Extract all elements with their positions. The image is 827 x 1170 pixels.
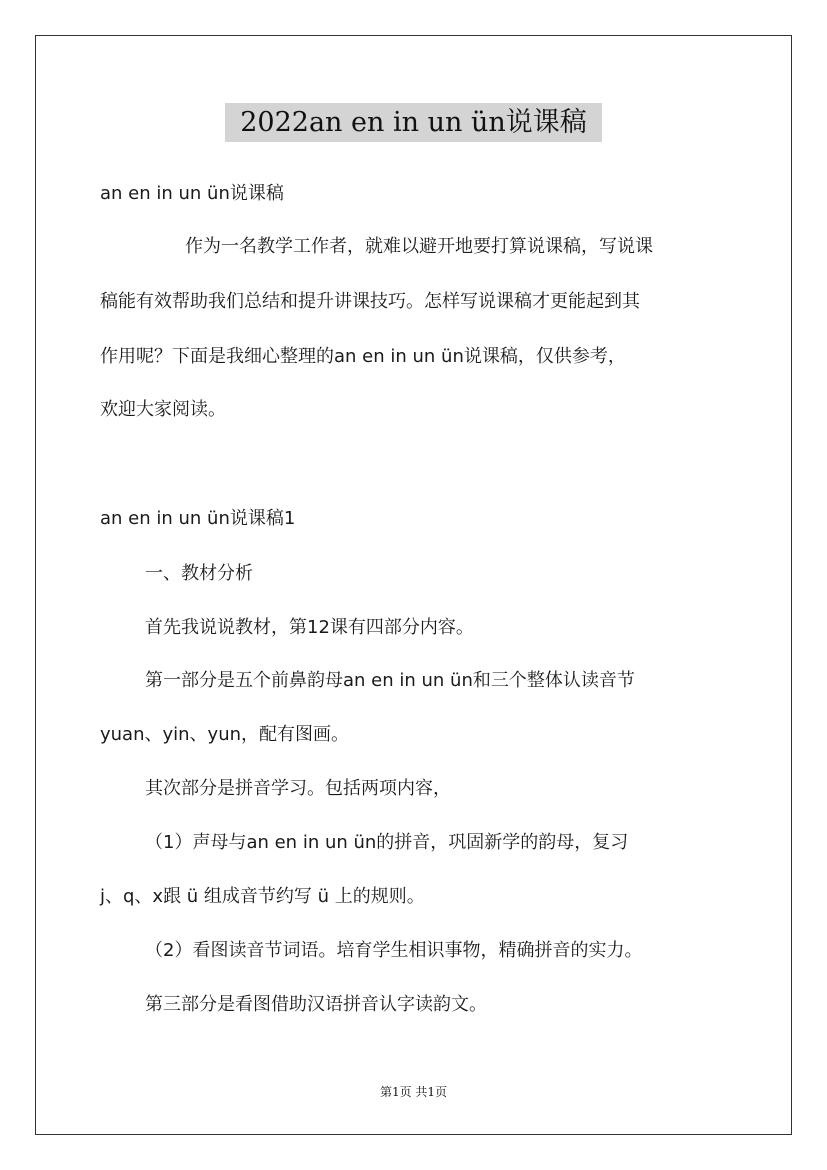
intro-line: 作为一名教学工作者，就难以避开地要打算说课稿，写说课 — [185, 236, 653, 257]
body-line: 首先我说说教材，第12课有四部分内容。 — [145, 617, 474, 638]
body-line: 其次部分是拼音学习。包括两项内容， — [145, 778, 451, 799]
body-line: 第三部分是看图借助汉语拼音认字读韵文。 — [145, 994, 487, 1015]
body-line: 一、教材分析 — [145, 563, 253, 584]
intro-line: 作用呢？下面是我细心整理的an en in un ün说课稿，仅供参考， — [100, 346, 626, 367]
document-subtitle: an en in un ün说课稿 — [100, 183, 284, 204]
page-number-footer: 第1页 共1页 — [379, 1085, 448, 1099]
section-heading: an en in un ün说课稿1 — [100, 508, 296, 529]
body-line: 第一部分是五个前鼻韵母an en in un ün和三个整体认读音节 — [145, 670, 635, 691]
document-title: 2022an en in un ün说课稿 — [225, 103, 602, 142]
intro-line: 稿能有效帮助我们总结和提升讲课技巧。怎样写说课稿才更能起到其 — [100, 291, 640, 312]
body-line: j、q、x跟 ü 组成音节约写 ü 上的规则。 — [100, 886, 425, 907]
body-line: （2）看图读音节词语。培育学生相识事物，精确拼音的实力。 — [145, 940, 643, 961]
body-line: yuan、yin、yun，配有图画。 — [100, 724, 350, 745]
intro-line: 欢迎大家阅读。 — [100, 399, 226, 420]
body-line: （1）声母与an en in un ün的拼音，巩固新学的韵母，复习 — [145, 832, 629, 853]
